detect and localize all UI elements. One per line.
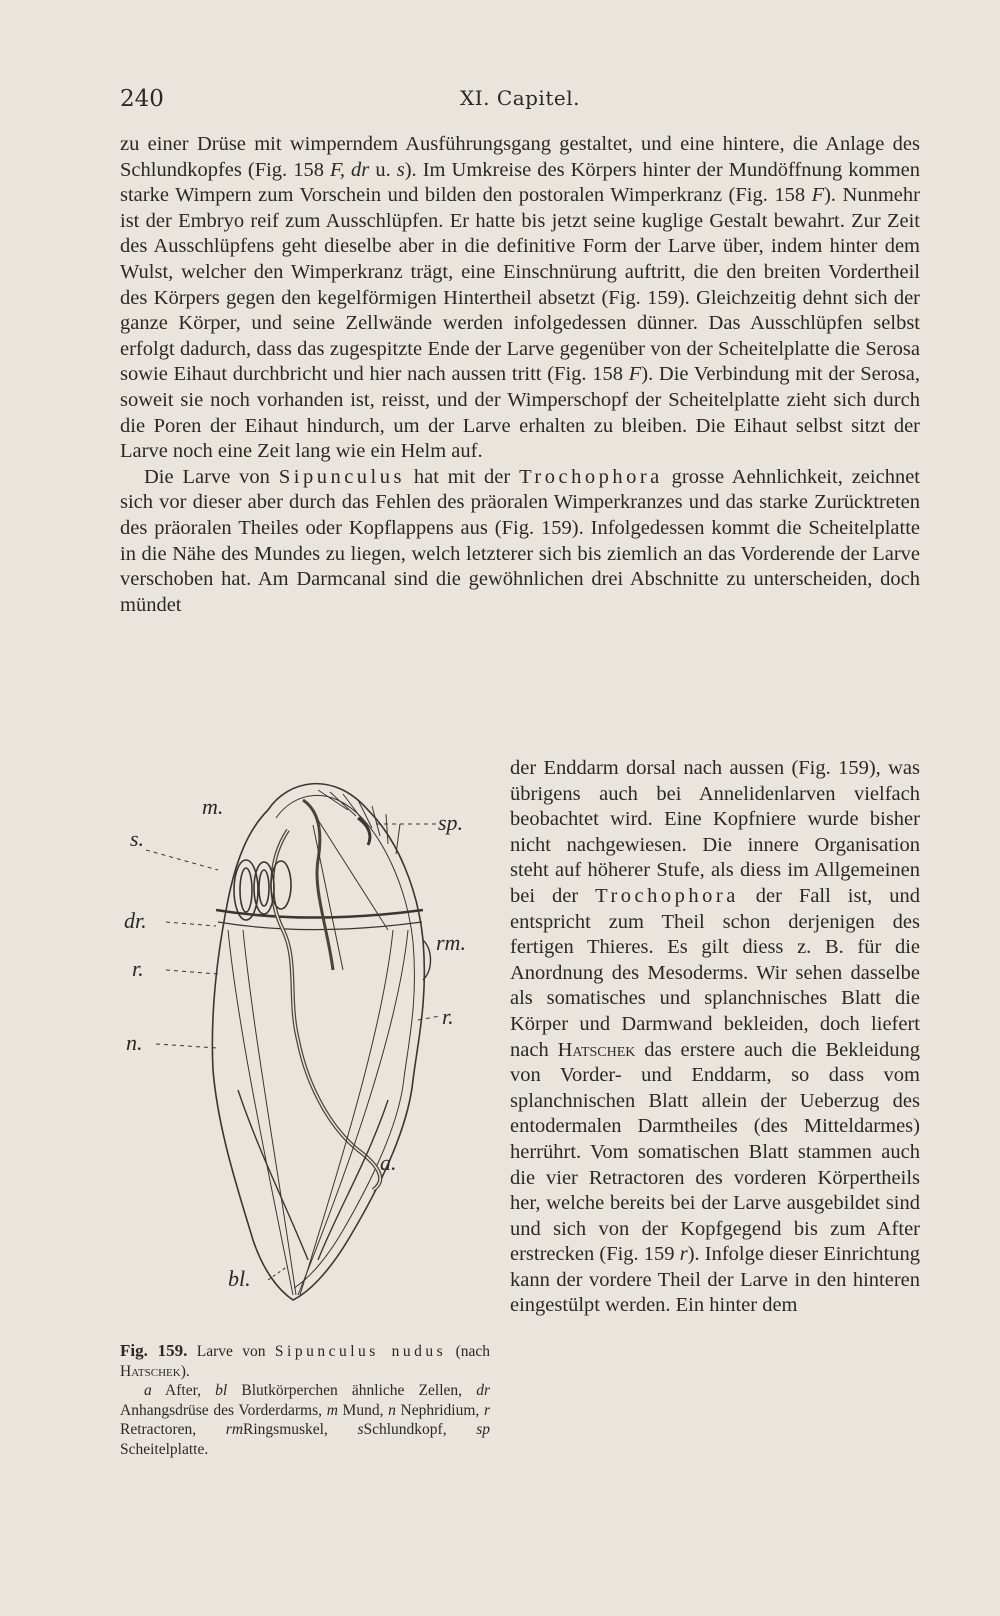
taxon-name: Trochophora (595, 884, 739, 907)
retractor (228, 930, 293, 1295)
text-run: zu einer Drüse mit wimperndem Ausführungsgang gestaltet, und eine hintere, die Anlage des Schlundkopfes (Fig. 158 (120, 133, 920, 181)
text-run: das erstere auch die Bekleidung von Vorder- und Enddarm, so dass vom splanchnischen Blatt allein der Ueberzug des entodermalen Darmtheiles (des Mitteldarmes) herrührt. Vom somatischen Blatt stammen auch die vier Retractoren des vorderen Körpertheils her, welche bereits bei der Larve ausgebildet sind und sich von der Kopfgegend bis zum After erstrecken (Fig. 159 (510, 1038, 920, 1266)
gut (272, 830, 380, 1190)
paragraph-2 (120, 465, 920, 619)
text-run: hat mit der (404, 465, 520, 488)
figure-159 (118, 770, 498, 1330)
legend-key: m (326, 1401, 338, 1419)
legend-value: Schlundkopf, (363, 1421, 477, 1438)
legend-key: rm (225, 1421, 244, 1438)
text-run: grosse Aehnlichkeit, zeichnet sich vor dieser aber durch das Fehlen des präoralen Wimperkranzes und das starke Zurücktreten des präoralen Theiles oder Kopflappens aus (Fig. 159). Infolgedessen kommt die Scheitelplatte in die Nähe des Mundes zu liegen, welch letzterer sich bis ziemlich an das Vorderende der Larve verschoben hat. Am Darmcanal sind die gewöhnlichen drei Abschnitte zu unterscheiden, doch mündet (120, 465, 920, 616)
text-run: der Fall ist, und entspricht zum Theil schon derjenigen des fertigen Thieres. Es gilt diess z. B. für die Anordnung des Mesoderms. Wir sehen dasselbe als somatisches und splanchnisches Blatt die Körper und Darmwand bekleiden, doch liefert nach (510, 884, 920, 1061)
label-s: s. (130, 826, 145, 851)
text-run: ). Die Verbindung mit der Serosa, soweit sie noch vorhanden ist, reisst, und der Wimperschopf der Scheitelplatte zieht sich durch die Poren der Eihaut hindurch, um der Larve erhalten zu bleiben. Die Eihaut selbst sitzt der Larve noch eine Zeit lang wie ein Helm auf. (120, 363, 920, 463)
page-number: 240 (120, 86, 164, 112)
scheitelplatte (358, 818, 370, 845)
taxon-name: Sipunculus (278, 465, 405, 488)
text-run: ). (180, 1362, 190, 1380)
main-text (120, 132, 920, 618)
label-sp: sp. (438, 810, 464, 835)
text-run: u. (369, 158, 397, 181)
legend-key: n (388, 1401, 396, 1419)
page-header (120, 86, 920, 116)
running-head: XI. Capitel. (460, 86, 580, 110)
legend-value: Blutkörperchen ähnliche Zellen, (227, 1382, 477, 1399)
legend-value: Anhangsdrüse des Vorderdarms, (120, 1401, 327, 1419)
right-column-text (510, 756, 920, 1319)
paragraph-2-continued (510, 756, 920, 1319)
author-name: Hatschek (120, 1362, 181, 1380)
larva-illustration (118, 770, 498, 1330)
legend-key: a (144, 1382, 152, 1399)
label-m: m. (202, 794, 224, 819)
label-dr: dr. (124, 908, 147, 933)
legend-value: Mund, (337, 1401, 389, 1419)
legend-value: Retractoren, (120, 1421, 226, 1438)
legend-key: sp (476, 1421, 490, 1438)
text-run: ). Nunmehr ist der Embryo reif zum Ausschlüpfen. Er hatte bis jetzt seine kuglige Gestalt bewahrt. Zur Zeit des Ausschlüpfens geht dieselbe aber in die definitive Form der Larve über, indem hinter dem Wulst, welcher den Wimperkranz trägt, eine Einschnürung auftritt, die den breiten Vordertheil des Körpers gegen den kegelförmigen Hintertheil absetzt (Fig. 159). Gleichzeitig dehnt sich der ganze Körper, und seine Zellwände werden infolgedessen dünner. Das Ausschlüpfen selbst erfolgt dadurch, dass das zugespitzte Ende der Larve gegenüber von der Scheitelplatte die Serosa sowie Eihaut durchbricht und hier nach aussen tritt (Fig. 158 (120, 184, 920, 386)
fig-ref: F (628, 363, 642, 386)
fig-ref: s (396, 158, 405, 181)
caption-legend (120, 1381, 490, 1459)
legend-key: s (357, 1421, 364, 1438)
legend-key: bl (215, 1382, 228, 1399)
label-r-left: r. (132, 956, 144, 981)
fig-ref: F, dr (330, 158, 370, 181)
label-r-right: r. (442, 1004, 454, 1029)
legend-value: After, (151, 1382, 216, 1399)
label-rm: rm. (436, 930, 466, 955)
taxon-name: Sipunculus nudus (274, 1343, 447, 1360)
legend-value: Nephridium, (395, 1401, 484, 1419)
text-run: der Enddarm dorsal nach aussen (Fig. 159), was übrigens auch bei Annelidenlarven vielfach beobachtet wird. Eine Kopfniere wurde bisher nicht nachgewiesen. Die innere Organisation steht auf höherer Stufe, als diess im Allgemeinen bei der (510, 757, 920, 907)
text-run: ). Infolge dieser Einrichtung kann der vordere Theil der Larve in den hinteren eingestülpt werden. Ein hinter dem (510, 1243, 920, 1317)
legend-key: r (483, 1401, 490, 1419)
caption-title-line (120, 1341, 490, 1381)
label-bl: bl. (228, 1266, 251, 1291)
caption-title: Fig. 159. (120, 1341, 188, 1360)
legend-value: Scheitelplatte. (120, 1440, 209, 1458)
fig-ref: F (811, 184, 825, 207)
label-a: a. (380, 1150, 397, 1175)
text-run: (nach (446, 1343, 491, 1360)
text-run: ). Im Umkreise des Körpers hinter der Mundöffnung kommen starke Wimpern zum Vorschein und bilden den postoralen Wimperkranz (Fig. 158 (120, 158, 921, 207)
author-name: Hatschek (557, 1038, 636, 1061)
figure-caption (120, 1341, 490, 1459)
fig-ref: r (679, 1243, 688, 1266)
legend-key: dr (476, 1382, 490, 1399)
legend-value: Ringsmuskel, (243, 1421, 358, 1438)
label-n: n. (126, 1030, 143, 1055)
paragraph-1 (120, 132, 920, 465)
taxon-name: Trochophora (519, 465, 663, 488)
text-run: Die Larve von (144, 465, 279, 488)
text-run: Larve von (187, 1343, 275, 1360)
